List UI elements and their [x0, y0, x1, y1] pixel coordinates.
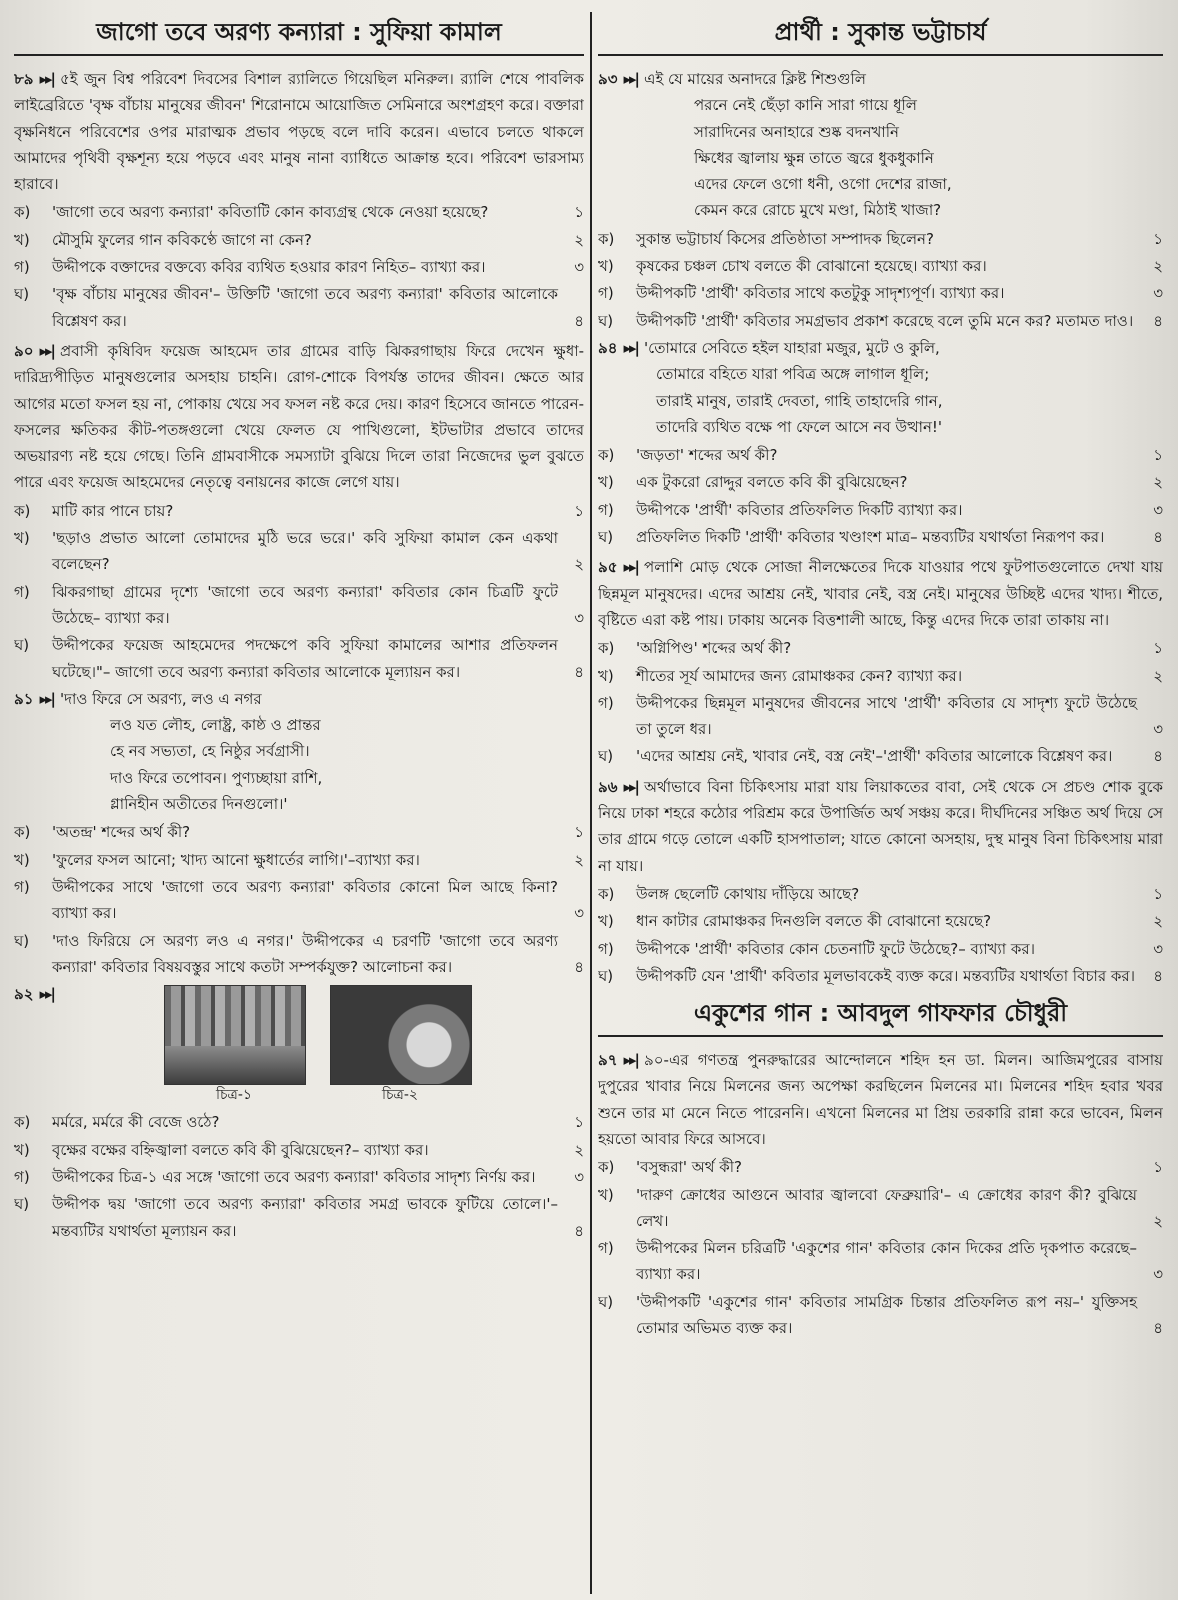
mark: ১ [574, 501, 584, 520]
sub-text: ঝিকরগাছা গ্রামের দৃশ্যে 'জাগো তবে অরণ্য কন্যারা' কবিতার কোন চিত্রটি ফুটে উঠেছে– ব্যাখ্যা কর। [52, 582, 558, 627]
sub-question [14, 498, 584, 524]
sub-question [14, 199, 584, 225]
sub-text: 'জড়তা' শব্দের অর্থ কী? [636, 446, 778, 465]
sub-label: খ) [14, 230, 30, 249]
sub-label: ক) [598, 639, 615, 658]
mark: ১ [1153, 1158, 1163, 1177]
mark: ৪ [1153, 747, 1163, 766]
poem-first-line [598, 66, 1163, 92]
poem-line: হে নব সভ্যতা, হে নিষ্ঠুর সর্বগ্রাসী। [110, 742, 310, 761]
sub-label: গ) [598, 939, 614, 958]
sub-question [598, 497, 1163, 523]
question-number: ৯০ [14, 341, 34, 360]
poem-line: সারাদিনের অনাহারে শুষ্ক বদনখানি [694, 122, 899, 141]
sub-question [598, 881, 1163, 907]
sub-text: মাটি কার পানে চায়? [52, 501, 174, 520]
mark: ৪ [1153, 1319, 1163, 1338]
mark: ৩ [574, 1167, 584, 1186]
mark: ১ [574, 203, 584, 222]
sub-question [14, 1164, 584, 1190]
sub-question [598, 663, 1163, 689]
sub-label: খ) [14, 529, 30, 548]
question-97-stem [598, 1047, 1163, 1152]
mark: ১ [574, 1113, 584, 1132]
poem-line: এই যে মায়ের অনাদরে ক্লিষ্ট শিশুগুলি [644, 70, 866, 88]
sub-text: উদ্দীপকটি 'প্রার্থী' কবিতার সমগ্রভাব প্রকাশ করেছে বলে তুমি মনে কর? মতামত দাও। [636, 311, 1134, 330]
sub-question [14, 227, 584, 253]
sub-text: 'বসুন্ধরা' অর্থ কী? [636, 1158, 742, 1177]
question-92-header [14, 981, 584, 1105]
mark: ৩ [1153, 284, 1163, 303]
sub-text: 'দারুণ ক্রোধের আগুনে আবার জ্বালবো ফেব্রুয়ারি'– এ ক্রোধের কারণ কী? বুঝিয়ে লেখ। [636, 1185, 1137, 1230]
sub-label: ঘ) [14, 636, 30, 655]
sub-label: গ) [14, 1167, 30, 1186]
sub-label: ক) [598, 884, 615, 903]
sub-label: গ) [598, 284, 614, 303]
sub-label: ক) [14, 823, 31, 842]
sub-question [14, 525, 584, 578]
sub-question [598, 1154, 1163, 1180]
sub-text: শীতের সূর্য আমাদের জন্য রোমাঞ্চকর কেন? ব্যাখ্যা কর। [636, 666, 963, 685]
question-number: ৯১ [14, 689, 34, 708]
sub-text: উদ্দীপকটি 'প্রার্থী' কবিতার সাথে কতটুকু সাদৃশ্যপূর্ণ। ব্যাখ্যা কর। [636, 284, 1005, 303]
mark: ৪ [1153, 966, 1163, 985]
mark: ১ [1153, 639, 1163, 658]
question-91-poem [14, 686, 584, 817]
sub-question [598, 690, 1163, 743]
planting-photo [330, 985, 472, 1085]
sub-label: ঘ) [598, 1292, 614, 1311]
section-title: প্রার্থী : সুকান্ত ভট্টাচার্য [598, 14, 1163, 56]
arrow-icon: ▸▸| [623, 558, 639, 577]
sub-text: উদ্দীপকে বক্তাদের বক্তব্যে কবির ব্যথিত হওয়ার কারণ নিহিত– ব্যাখ্যা কর। [52, 258, 486, 277]
sub-question [14, 874, 584, 927]
mark: ৪ [574, 311, 584, 330]
sub-label: খ) [598, 257, 614, 276]
mark: ২ [1153, 666, 1163, 685]
poem-line: লও যত লৌহ, লোষ্ট্র, কাষ্ঠ ও প্রান্তর [110, 716, 321, 735]
poem-line: গ্লানিহীন অতীতের দিনগুলো।' [110, 795, 288, 814]
sub-text: উলঙ্গ ছেলেটি কোথায় দাঁড়িয়ে আছে? [636, 884, 860, 903]
mark: ৩ [574, 258, 584, 277]
sub-label: খ) [598, 1185, 614, 1204]
sub-question [14, 281, 584, 334]
left-column [14, 14, 584, 1592]
mark: ৪ [574, 662, 584, 681]
question-94-poem [598, 335, 1163, 440]
question-number: ৯৬ [598, 777, 618, 796]
sub-question [14, 1109, 584, 1135]
sub-question [14, 1191, 584, 1244]
stem-text: অর্থাভাবে বিনা চিকিৎসায় মারা যায় লিয়াকতের বাবা, সেই থেকে সে প্রচণ্ড শোক বুকে নিয়ে ঢাকা শহরে কঠোর পরিশ্রম করে উপার্জিত অর্থ সঞ্চয় করে। দীর্ঘদিনের সঞ্চিত অর্থ দিয়ে সে তার গ্রামে গড়ে তোলে একটি হাসপাতাল; যাতে কোনো অসহায়, দুস্থ মানুষ বিনা চিকিৎসায় মারা না যায়। [598, 777, 1163, 875]
right-column [598, 14, 1163, 1592]
mark: ১ [1153, 884, 1163, 903]
arrow-icon: ▸▸| [39, 70, 55, 88]
section-title-2: একুশের গান : আবদুল গাফফার চৌধুরী [598, 995, 1163, 1037]
sub-question [14, 1137, 584, 1163]
mark: ৩ [1153, 939, 1163, 958]
mark: ১ [574, 823, 584, 842]
sub-label: ঘ) [14, 285, 30, 304]
mark: ৪ [1153, 311, 1163, 330]
arrow-icon: ▸▸| [623, 777, 639, 796]
question-90-stem [14, 338, 584, 496]
sub-label: ক) [14, 501, 31, 520]
arrow-icon: ▸▸| [39, 341, 55, 360]
figure-caption: চিত্র-১ [216, 1087, 252, 1104]
arrow-icon: ▸▸| [623, 1051, 639, 1070]
sub-text: 'অতন্দ্র' শব্দের অর্থ কী? [52, 823, 191, 842]
sub-question [14, 254, 584, 280]
sub-label: গ) [14, 877, 30, 896]
sub-text: মৌসুমি ফুলের গান কবিকণ্ঠে জাগে না কেন? [52, 230, 312, 249]
sub-text: বৃক্ষের বক্ষের বহ্নিজ্বালা বলতে কবি কী বুঝিয়েছেন?– ব্যাখ্যা কর। [52, 1140, 429, 1159]
mark: ২ [574, 230, 584, 249]
sub-text: 'উদ্দীপকটি 'একুশের গান' কবিতার সামগ্রিক চিন্তার প্রতিফলিত রূপ নয়–' যুক্তিসহ তোমার অভিমত ব্যক্ত কর। [636, 1292, 1137, 1338]
column-divider [590, 12, 592, 1594]
question-number: ৯৩ [598, 70, 618, 88]
question-number: ৯৫ [598, 558, 618, 577]
sub-question [598, 1235, 1163, 1288]
sub-label: খ) [14, 850, 30, 869]
sub-label: গ) [598, 500, 614, 519]
poem-line: কেমন করে রোচে মুখে মণ্ডা, মিঠাই খাজা? [694, 201, 942, 220]
arrow-icon: ▸▸| [623, 70, 639, 88]
poem-line: 'তোমারে সেবিতে হইল যাহারা মজুর, মুটে ও কুলি, [644, 338, 940, 357]
sub-question [598, 743, 1163, 769]
question-96-stem [598, 774, 1163, 879]
sub-label: গ) [14, 258, 30, 277]
poem-line: তাদেরি ব্যথিত বক্ষে পা ফেলে আসে নব উত্থান!' [656, 417, 943, 436]
sub-text: 'ফুলের ফসল আনো; খাদ্য আনো ক্ষুধার্তের লাগি।'–ব্যাখ্যা কর। [52, 850, 420, 869]
question-number: ৯২ [14, 985, 34, 1004]
sub-question [598, 253, 1163, 279]
sub-label: ক) [598, 1158, 615, 1177]
sub-text: উদ্দীপকের সাথে 'জাগো তবে অরণ্য কন্যারা' কবিতার কোনো মিল আছে কিনা? ব্যাখ্যা কর। [52, 877, 558, 923]
poem-line: দাও ফিরে তপোবন। পুণ্যচ্ছায়া রাশি, [110, 768, 323, 787]
sub-question [598, 1289, 1163, 1342]
sub-question [598, 1182, 1163, 1235]
sub-label: গ) [598, 1239, 614, 1258]
poem-line: 'দাও ফিরে সে অরণ্য, লও এ নগর [60, 689, 262, 708]
sub-question [14, 819, 584, 845]
stem-text: ৯০-এর গণতন্ত্র পুনরুদ্ধারের আন্দোলনে শহিদ হন ডা. মিলন। আজিমপুরের বাসায় দুপুরের খাবার নিয়ে মিলনের জন্য অপেক্ষা করছিলেন মিলনের মা। মিলনের শহিদ হবার খবর শুনে তার মা মেনে নিতে পারেননি। এখনো মিলনের মা প্রিয় তরকারি রান্না করে ভাবেন, মিলন হয়তো আবার ফিরে আসবে। [598, 1051, 1163, 1148]
figure-row [164, 985, 584, 1105]
question-95-stem [598, 554, 1163, 633]
sub-text: 'ছড়াও প্রভাত আলো তোমাদের মুঠি ভরে ভরে।' কবি সুফিয়া কামাল কেন একথা বলেছেন? [52, 529, 558, 574]
stem-text: প্রবাসী কৃষিবিদ ফয়েজ আহমেদ তার গ্রামের বাড়ি ঝিকরগাছায় ফিরে দেখেন ক্ষুধা-দারিদ্র্যপীড়িত মানুষগুলোর অসহায় চাহনি। রোগ-শোকে বিপর্যস্ত তাদের জীবন। ক্ষেতে আর আগের মতো ফসল হয় না, পোকায় খেয়ে সব ফসল নষ্ট করে দেয়। কারণ হিসেবে জানতে পারেন- ফসলের ক্ষতিকর কীট-পতঙ্গগুলো খেয়ে ফেলত যে পাখিগুলো, ইটভাটার প্রভাবে তাদের অভয়ারণ্য নষ্ট হয়ে গেছে। তিনি গ্রামবাসীকে সমস্যাটা বুঝিয়ে দিলে তারা নিজেদের ভুল বুঝতে পারে এবং ফয়েজ আহমেদের নেতৃত্বে বনায়নের কাজে লেগে যায়। [14, 341, 584, 492]
sub-question [14, 632, 584, 685]
sub-label: ক) [14, 1113, 31, 1132]
mark: ২ [1153, 912, 1163, 931]
sub-question [598, 963, 1163, 989]
poem-line: তারাই মানুষ, তারাই দেবতা, গাহি তাহাদেরি গান, [656, 391, 943, 410]
mark: ২ [574, 850, 584, 869]
sub-text: উদ্দীপকের ছিন্নমূল মানুষদের জীবনের সাথে 'প্রার্থী' কবিতার যে সাদৃশ্য ফুটে উঠেছে তা তুলে ধর। [636, 693, 1137, 739]
stem-text: ৫ই জুন বিশ্ব পরিবেশ দিবসের বিশাল র‍্যালিতে গিয়েছিল মনিরুল। র‍্যালি শেষে পাবলিক লাইব্রেরিতে 'বৃক্ষ বাঁচায় মানুষের জীবন' শিরোনামে আয়োজিত সেমিনারে অংশগ্রহণ করে। বক্তারা বৃক্ষনিধনে পরিবেশের ওপর মারাত্মক প্রভাব পড়ছে বলে দাবি করেন। এভাবে চলতে থাকলে আমাদের পৃথিবী বৃক্ষশূন্য হয়ে পড়বে এবং মানুষ নানা ব্যাধিতে আক্রান্ত হবে। পরিবেশ ভারসাম্য হারাবে। [14, 70, 584, 194]
sub-label: খ) [598, 666, 614, 685]
sub-question [598, 635, 1163, 661]
question-93-poem [598, 66, 1163, 224]
mark: ৩ [1153, 500, 1163, 519]
question-number: ৯৭ [598, 1051, 618, 1070]
poem-line: পরনে নেই ছেঁড়া কানি সারা গায়ে ধূলি [694, 96, 917, 115]
sub-text: কৃষকের চঞ্চল চোখ বলতে কী বোঝানো হয়েছে। ব্যাখ্যা কর। [636, 257, 987, 276]
mark: ৩ [1153, 720, 1163, 739]
sub-text: উদ্দীপকের চিত্র-১ এর সঙ্গে 'জাগো তবে অরণ্য কন্যারা' কবিতার সাদৃশ্য নির্ণয় কর। [52, 1167, 536, 1186]
sub-question [598, 308, 1163, 334]
mark: ৩ [574, 608, 584, 627]
sub-text: মর্মরে, মর্মরে কী বেজে ওঠে? [52, 1113, 220, 1132]
arrow-icon: ▸▸| [623, 338, 639, 357]
figure-2 [330, 985, 470, 1105]
sub-question [598, 280, 1163, 306]
mark: ৪ [574, 957, 584, 976]
poem-first-line [14, 686, 584, 712]
sub-question [598, 908, 1163, 934]
mark: ২ [1153, 1211, 1163, 1230]
sub-text: 'বৃক্ষ বাঁচায় মানুষের জীবন'– উক্তিটি 'জাগো তবে অরণ্য কন্যারা' কবিতার আলোকে বিশ্লেষণ কর। [52, 285, 558, 330]
sub-label: খ) [14, 1140, 30, 1159]
sub-text: 'দাও ফিরিয়ে সে অরণ্য লও এ নগর।' উদ্দীপকের এ চরণটি 'জাগো তবে অরণ্য কন্যারা' কবিতার বিষয়বস্তুর সাথে কতটা সম্পর্কযুক্ত? আলোচনা কর। [52, 931, 558, 976]
sub-question [14, 928, 584, 981]
deforestation-photo [164, 985, 306, 1085]
mark: ৩ [574, 904, 584, 923]
sub-question [598, 469, 1163, 495]
sub-question [598, 442, 1163, 468]
sub-label: ঘ) [598, 966, 614, 985]
sub-text: এক টুকরো রোদ্দুর বলতে কবি কী বুঝিয়েছেন? [636, 473, 908, 492]
mark: ৪ [574, 1221, 584, 1240]
section-title: জাগো তবে অরণ্য কন্যারা : সুফিয়া কামাল [14, 14, 584, 56]
mark: ২ [1153, 257, 1163, 276]
sub-label: গ) [598, 693, 614, 712]
sub-label: ক) [598, 229, 615, 248]
sub-text: 'জাগো তবে অরণ্য কন্যারা' কবিতাটি কোন কাব্যগ্রন্থ থেকে নেওয়া হয়েছে? [52, 203, 489, 222]
sub-text: 'এদের আশ্রয় নেই, খাবার নেই, বস্ত্র নেই'–'প্রার্থী' কবিতার আলোকে বিশ্লেষণ কর। [636, 747, 1113, 766]
sub-text: উদ্দীপকের মিলন চরিত্রটি 'একুশের গান' কবিতার কোন দিকের প্রতি দৃকপাত করেছে– ব্যাখ্যা কর। [636, 1239, 1137, 1284]
sub-label: ঘ) [598, 747, 614, 766]
mark: ৩ [1153, 1265, 1163, 1284]
poem-line: ক্ষিধের জ্বালায় ক্ষুন্ন তাতে জ্বরে ধুকধুকানি [694, 148, 934, 167]
sub-text: ধান কাটার রোমাঞ্চকর দিনগুলি বলতে কী বোঝানো হয়েছে? [636, 912, 992, 931]
sub-text: উদ্দীপকটি যেন 'প্রার্থী' কবিতার মূলভাবকেই ব্যক্ত করে। মন্তব্যটির যথার্থতা বিচার কর। [636, 966, 1136, 985]
sub-text: উদ্দীপকে 'প্রার্থী' কবিতার কোন চেতনাটি ফুটে উঠেছে?– ব্যাখ্যা কর। [636, 939, 1035, 958]
sub-text: উদ্দীপকের ফয়েজ আহমেদের পদক্ষেপে কবি সুফিয়া কামালের আশার প্রতিফলন ঘটেছে।"– জাগো তবে অরণ্য কন্যারা কবিতার আলোকে মূল্যায়ন কর। [52, 636, 558, 681]
poem-first-line [598, 335, 1163, 361]
sub-label: ঘ) [14, 1195, 30, 1214]
sub-question [14, 579, 584, 632]
mark: ১ [1153, 229, 1163, 248]
arrow-icon: ▸▸| [39, 985, 55, 1004]
sub-question [598, 524, 1163, 550]
question-number: ৮৯ [14, 70, 34, 88]
question-89-stem [14, 66, 584, 197]
sub-text: প্রতিফলিত দিকটি 'প্রার্থী' কবিতার খণ্ডাংশ মাত্র– মন্তব্যটির যথার্থতা নিরূপণ কর। [636, 528, 1105, 547]
sub-label: খ) [598, 912, 614, 931]
mark: ২ [1153, 473, 1163, 492]
sub-label: খ) [598, 473, 614, 492]
sub-text: উদ্দীপক দ্বয় 'জাগো তবে অরণ্য কন্যারা' কবিতার সমগ্র ভাবকে ফুটিয়ে তোলে।'– মন্তব্যটির যথার্থতা মূল্যায়ন কর। [52, 1195, 558, 1240]
sub-label: ক) [598, 446, 615, 465]
poem-line: এদের ফেলে ওগো ধনী, ওগো দেশের রাজা, [694, 175, 952, 194]
question-number: ৯৪ [598, 338, 618, 357]
stem-text: পলাশি মোড় থেকে সোজা নীলক্ষেতের দিকে যাওয়ার পথে ফুটপাতগুলোতে দেখা যায় ছিন্নমূল মানুষদের। এদের আশ্রয় নেই, খাবার নেই, বস্ত্র নেই। মানুষের উচ্ছিষ্ট এদের খাদ্য। শীতে, বৃষ্টিতে এরা কষ্ট পায়। ঢাকায় অনেক বিত্তশালী আছে, কিন্তু এদের দিকে তারা তাকায় না। [598, 558, 1163, 629]
sub-text: 'অগ্নিপিণ্ড' শব্দের অর্থ কী? [636, 639, 792, 658]
sub-question [598, 226, 1163, 252]
sub-label: ঘ) [598, 528, 614, 547]
sub-text: উদ্দীপকে 'প্রার্থী' কবিতার প্রতিফলিত দিকটি ব্যাখ্যা কর। [636, 500, 963, 519]
sub-question [598, 936, 1163, 962]
sub-label: ঘ) [14, 931, 30, 950]
arrow-icon: ▸▸| [39, 689, 55, 708]
figure-1 [164, 985, 304, 1105]
sub-text: সুকান্ত ভট্টাচার্য কিসের প্রতিষ্ঠাতা সম্পাদক ছিলেন? [636, 229, 934, 248]
mark: ২ [574, 555, 584, 574]
poem-line: তোমারে বহিতে যারা পবিত্র অঙ্গে লাগাল ধূলি; [656, 365, 930, 384]
mark: ৪ [1153, 528, 1163, 547]
sub-label: গ) [14, 582, 30, 601]
mark: ১ [1153, 446, 1163, 465]
sub-question [14, 847, 584, 873]
figure-caption: চিত্র-২ [381, 1087, 418, 1104]
mark: ২ [574, 1140, 584, 1159]
sub-label: ঘ) [598, 311, 614, 330]
sub-label: ক) [14, 203, 31, 222]
